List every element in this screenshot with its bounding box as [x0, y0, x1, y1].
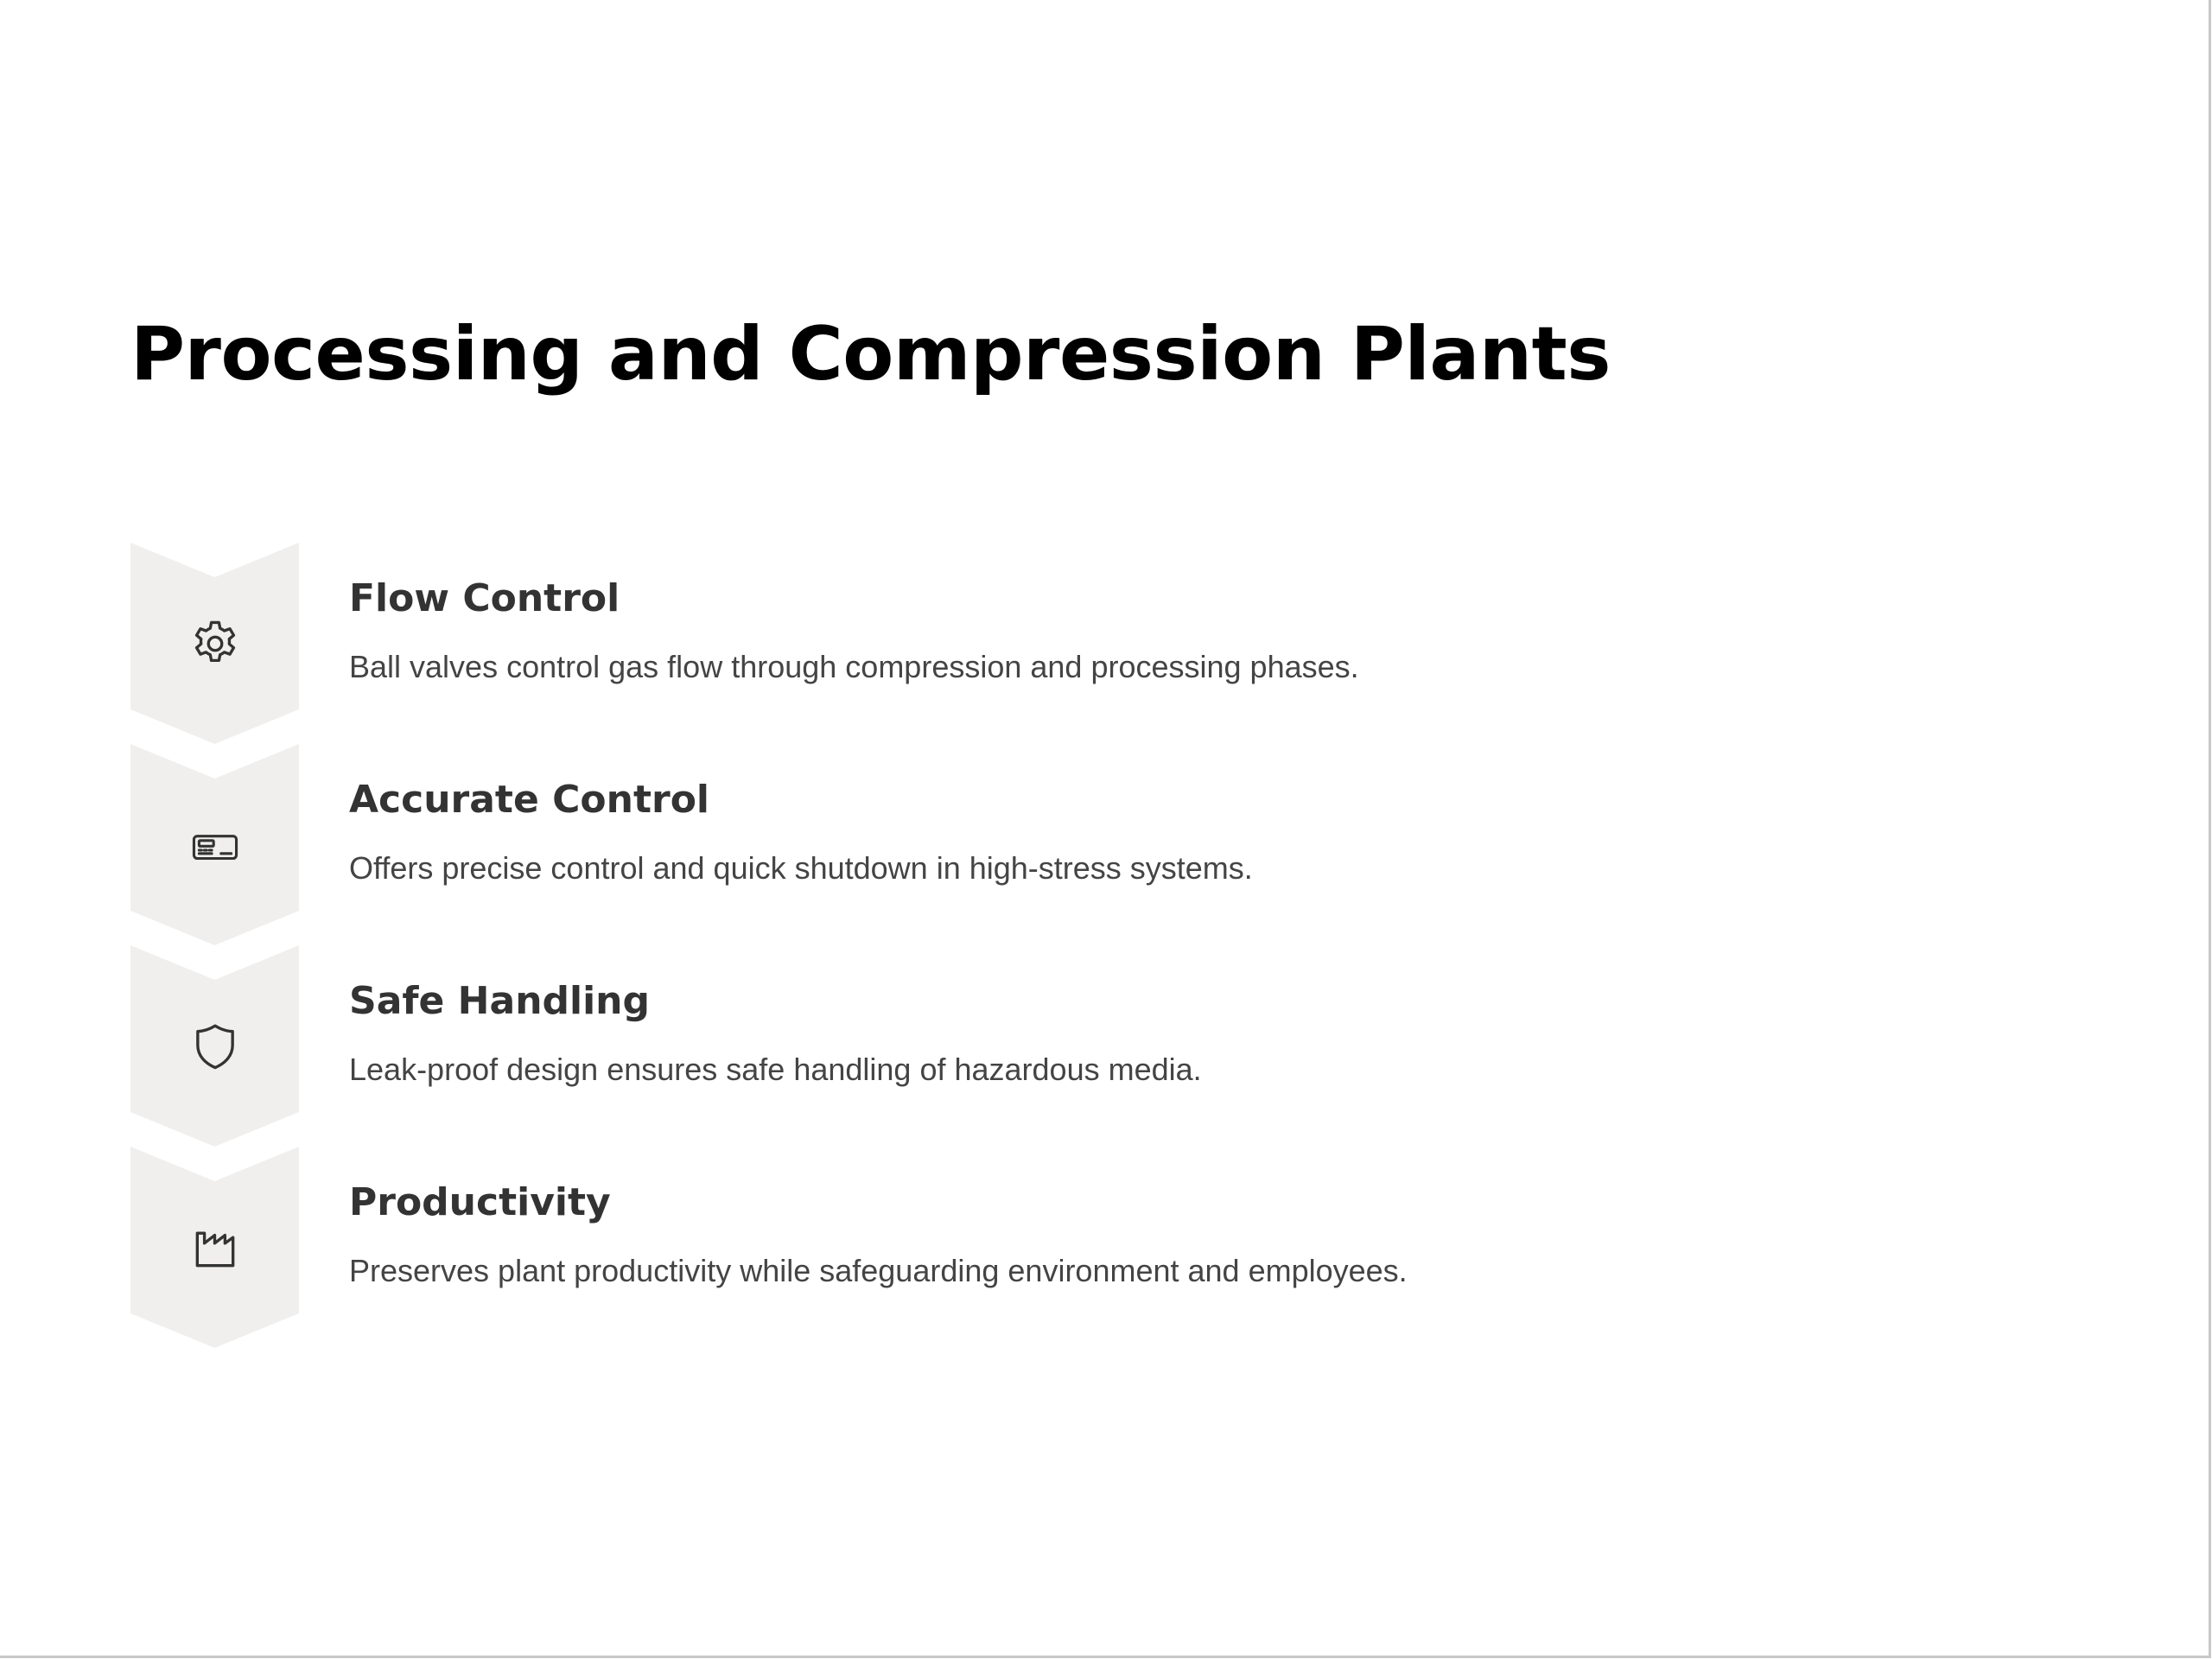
control-panel-icon [188, 818, 242, 872]
feature-item-productivity [130, 1147, 1686, 1348]
feature-item-safe-handling [130, 945, 1686, 1147]
feature-description: Leak-proof design ensures safe handling of hazardous media. [349, 1052, 1202, 1087]
page-title: Processing and Compression Plants [130, 311, 1611, 397]
feature-title: Flow Control [349, 576, 620, 620]
feature-description: Ball valves control gas flow through compression and processing phases. [349, 649, 1359, 684]
feature-list [130, 543, 1686, 1348]
gear-icon [188, 617, 242, 671]
feature-description: Offers precise control and quick shutdown in high-stress systems. [349, 850, 1253, 886]
feature-title: Safe Handling [349, 979, 651, 1023]
factory-icon [188, 1221, 242, 1274]
feature-item-accurate-control [130, 744, 1686, 945]
feature-title: Productivity [349, 1180, 611, 1224]
shield-icon [188, 1020, 242, 1073]
feature-title: Accurate Control [349, 778, 710, 822]
feature-description: Preserves plant productivity while safeguarding environment and employees. [349, 1253, 1408, 1288]
feature-item-flow-control [130, 543, 1686, 744]
